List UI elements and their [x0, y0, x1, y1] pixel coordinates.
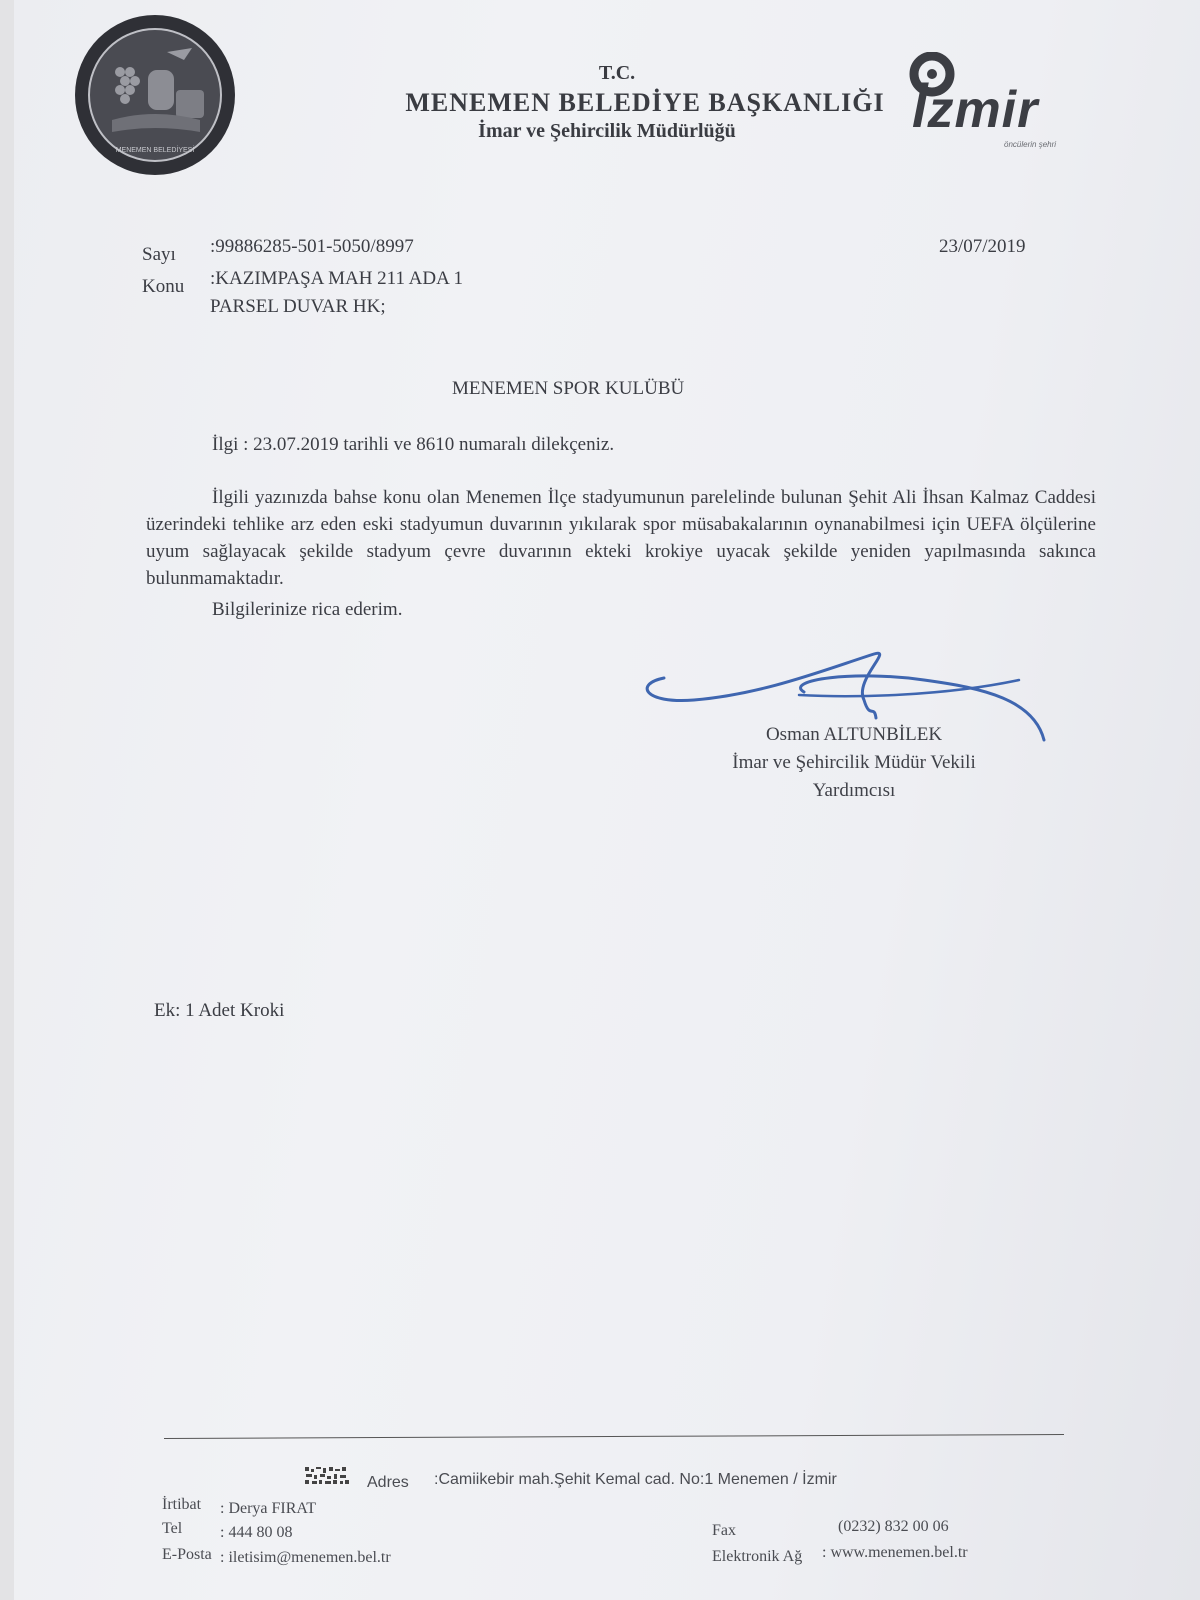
- irtibat-label: İrtibat: [162, 1496, 202, 1513]
- fax-label: Fax: [712, 1522, 736, 1539]
- sayi-value: :99886285-501-5050/8997: [210, 236, 414, 257]
- closing-line: Bilgilerinize rica ederim.: [212, 599, 403, 620]
- footer-divider: [164, 1434, 1064, 1439]
- address-label: Adres: [367, 1474, 409, 1491]
- document-date: 23/07/2019: [939, 236, 1026, 257]
- tel-label: Tel: [162, 1520, 183, 1537]
- konu-label: Konu: [142, 276, 185, 297]
- signatory-title-2: Yardımcısı: [812, 780, 896, 801]
- tel-value: : 444 80 08: [220, 1524, 293, 1541]
- address-value: :Camiikebir mah.Şehit Kemal cad. No:1 Menemen / İzmir: [434, 1471, 837, 1488]
- header-subtitle: İmar ve Şehircilik Müdürlüğü: [478, 120, 736, 142]
- eposta-value: : iletisim@menemen.bel.tr: [220, 1549, 391, 1566]
- recipient: MENEMEN SPOR KULÜBÜ: [452, 378, 685, 399]
- attachment-note: Ek: 1 Adet Kroki: [154, 1000, 285, 1021]
- konu-line-2: PARSEL DUVAR HK;: [210, 296, 386, 317]
- reference-line: İlgi : 23.07.2019 tarihli ve 8610 numaralı dilekçeniz.: [212, 434, 615, 455]
- web-label: Elektronik Ağ: [712, 1548, 803, 1565]
- konu-line-1: :KAZIMPAŞA MAH 211 ADA 1: [210, 268, 464, 289]
- document-page: [14, 0, 1200, 1600]
- body-paragraph: İlgili yazınızda bahse konu olan Menemen İlçe stadyumunun parelelinde bulunan Şehit Ali İhsan Kalmaz Caddesi üzerindeki tehlike arz eden eski stadyumun duvarının yıkılarak spor müsabakalarının oynanabilmesi için UEFA ölçülerine uyum sağlayacak şekilde stadyum çevre duvarının ekteki krokiye uyacak şekilde yeniden yapılmasında sakınca bulunmamaktadır.: [146, 487, 1096, 589]
- web-value: : www.menemen.bel.tr: [822, 1544, 968, 1561]
- fax-value: (0232) 832 00 06: [838, 1518, 949, 1535]
- header-title: MENEMEN BELEDİYE BAŞKANLIĞI: [405, 88, 885, 117]
- header-tc: T.C.: [598, 62, 636, 84]
- signatory-title: İmar ve Şehircilik Müdür Vekili: [732, 752, 976, 773]
- signatory-name: Osman ALTUNBİLEK: [765, 724, 943, 745]
- izmir-logo: [892, 52, 1092, 157]
- seal-text: MENEMEN BELEDİYESİ: [115, 147, 195, 154]
- barcode-icon: [304, 1466, 350, 1486]
- irtibat-value: : Derya FIRAT: [220, 1500, 316, 1517]
- izmir-logo-tagline: öncülerin şehri: [1004, 140, 1057, 149]
- sayi-label: Sayı: [142, 244, 176, 265]
- eposta-label: E-Posta: [162, 1546, 212, 1563]
- izmir-logo-text: İzmir: [912, 81, 1039, 139]
